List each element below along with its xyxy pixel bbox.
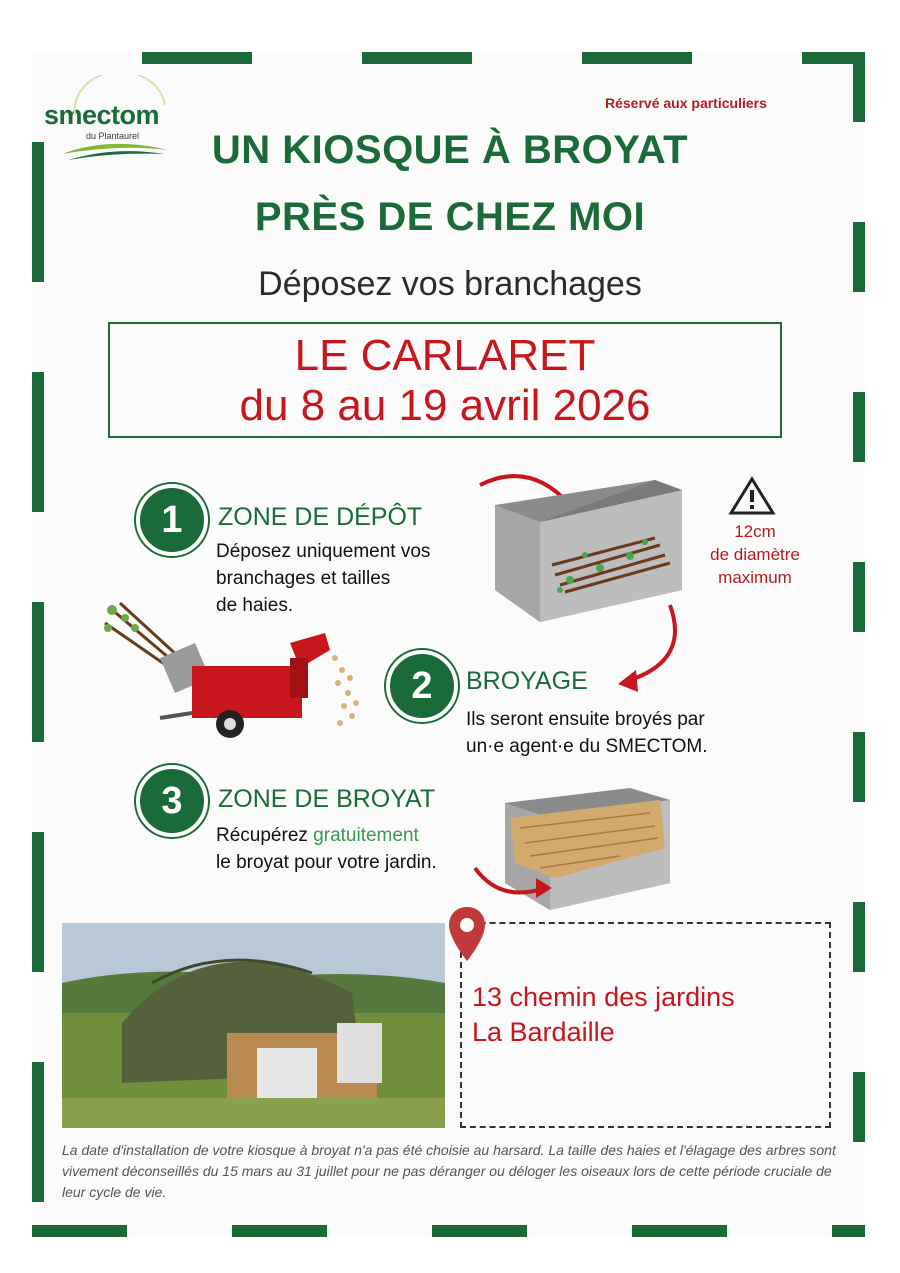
event-dates: du 8 au 19 avril 2026 xyxy=(239,381,651,430)
step-2-title: BROYAGE xyxy=(466,667,588,695)
headline-line-1: UN KIOSQUE À BROYAT xyxy=(211,128,689,172)
step-3-text-line xyxy=(216,822,437,849)
max-diameter-label: maximum xyxy=(718,568,792,587)
headline-line-2: PRÈS DE CHEZ MOI xyxy=(254,195,646,239)
step-1-title: ZONE DE DÉPÔT xyxy=(218,503,423,531)
step-1-text-line: de haies. xyxy=(216,595,294,616)
step-1-text-line: branchages et tailles xyxy=(216,568,391,589)
step-2-text-line: Ils seront ensuite broyés par xyxy=(466,709,705,730)
logo-wordmark: smectom xyxy=(44,100,160,130)
wood-chipper-illustration xyxy=(100,598,380,748)
location-pin-icon xyxy=(447,905,487,963)
step-3-badge: 3 xyxy=(136,765,208,837)
step-2-badge: 2 xyxy=(386,650,458,722)
border-bottom xyxy=(32,1225,865,1237)
event-box xyxy=(108,322,782,438)
step-3-text-highlight: gratuitement xyxy=(313,825,419,846)
max-diameter-note xyxy=(690,520,820,589)
border-right xyxy=(853,52,865,1237)
step-3-title: ZONE DE BROYAT xyxy=(218,785,436,813)
max-diameter-value: 12cm xyxy=(734,522,776,541)
step-1-badge: 1 xyxy=(136,484,208,556)
address-text xyxy=(472,980,735,1050)
kiosk-photo xyxy=(62,923,445,1128)
logo-subtitle: du Plantaurel xyxy=(86,131,140,141)
subtitle: Déposez vos branchages xyxy=(258,265,642,303)
arrow-curved-icon xyxy=(600,600,690,700)
step-2-text xyxy=(466,706,707,760)
step-1-text-line: Déposez uniquement vos xyxy=(216,541,431,562)
max-diameter-label: de diamètre xyxy=(710,545,800,564)
border-top xyxy=(32,52,865,64)
address-street: 13 chemin des jardins xyxy=(472,982,735,1012)
mulch-bin-illustration xyxy=(470,778,680,918)
event-place: LE CARLARET xyxy=(294,331,596,380)
address-locality: La Bardaille xyxy=(472,1017,615,1047)
step-3-text-line: le broyat pour votre jardin. xyxy=(216,852,437,873)
step-3-text xyxy=(216,822,437,876)
reserved-notice: Réservé aux particuliers xyxy=(605,95,767,111)
step-3-text-prefix: Récupérez xyxy=(216,825,314,846)
border-left xyxy=(32,52,44,1237)
footnote: La date d'installation de votre kiosque à broyat n'a pas été choisie au harsard. La taille des haies et l'élagage des arbres sont vivement déconseillés du 15 mars au 31 juillet pour ne pas déranger ou déloger les oiseaux lors de cette période cruciale de leur cycle de vie. xyxy=(62,1142,836,1200)
step-2-text-line: un·e agent·e du SMECTOM. xyxy=(466,736,708,757)
warning-icon xyxy=(728,476,776,516)
